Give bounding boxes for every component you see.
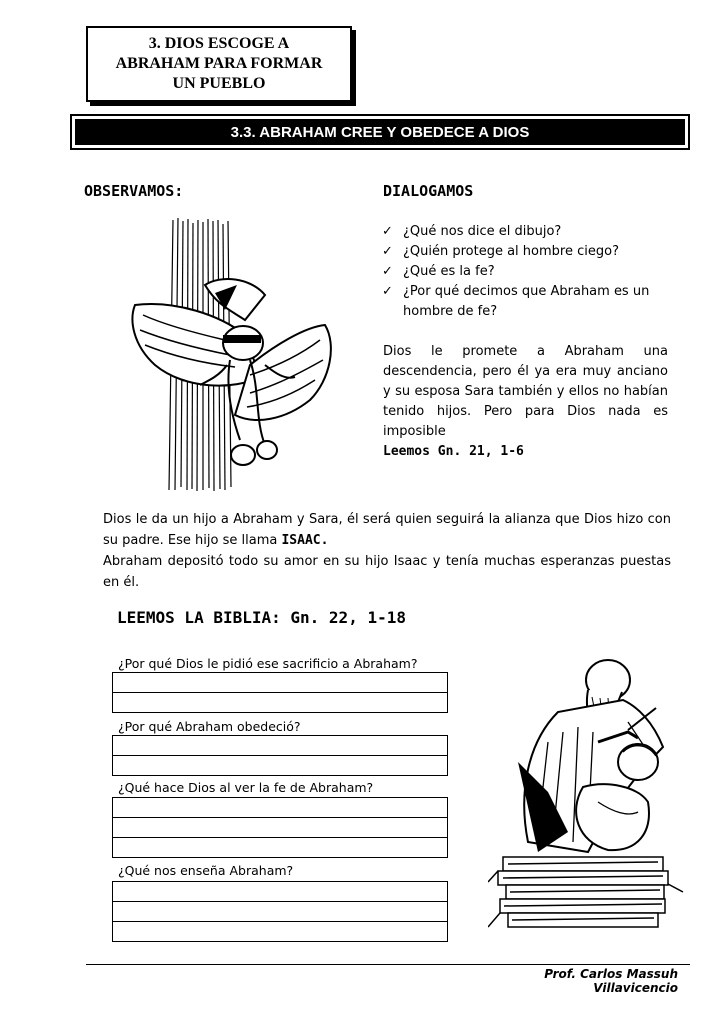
isaac-name: ISAAC. [281,533,329,548]
dialog-heading: DIALOGAMOS [383,182,474,200]
answer-line[interactable] [113,798,448,818]
answer-line[interactable] [113,882,448,902]
promise-text: Dios le promete a Abraham una descendencia, pero él ya era muy anciano y su esposa Sara también y ellos no habían tenido hijos. Pero para Dios nada es imposible [383,344,668,439]
dialog-question-list [380,222,670,322]
answer-line[interactable] [113,818,448,838]
answer-line[interactable] [113,673,448,693]
answer-lines-1 [112,672,448,713]
blindfold [223,335,261,343]
answer-line[interactable] [113,693,448,713]
bible-reading-heading: LEEMOS LA BIBLIA: Gn. 22, 1-18 [117,608,406,627]
isaac-paragraph: Dios le da un hijo a Abraham y Sara, él será quien seguirá la alianza que Dios hizo con su padre. Ese hijo se llama ISAAC. Abraham depositó todo su amor en su hijo Isaac y tenía muchas esperanzas puestas en él. [103,512,671,590]
checkmark-icon: ✓ [382,264,393,279]
answer-line[interactable] [113,838,448,858]
answer-line[interactable] [113,736,448,756]
wood-altar [488,857,683,927]
dialog-question: ✓ ¿Por qué decimos que Abraham es un hombre de fe? [382,284,650,319]
dialog-question: ✓ ¿Quién protege al hombre ciego? [380,242,670,262]
checkmark-icon: ✓ [382,224,393,239]
blind-man-protected-by-hands-illustration [125,215,340,495]
answer-line[interactable] [113,756,448,776]
observe-heading: OBSERVAMOS: [84,182,184,200]
worksheet-question-1: ¿Por qué Dios le pidió ese sacrificio a Abraham? [118,656,418,671]
answer-lines-2 [112,735,448,776]
checkmark-icon: ✓ [382,284,393,299]
footer-author: Prof. Carlos Massuh Villavicencio [544,967,678,995]
answer-lines-3 [112,797,448,858]
worksheet-question-4: ¿Qué nos enseña Abraham? [118,863,294,878]
lesson-banner [70,114,690,150]
checkmark-icon: ✓ [382,244,393,259]
unit-title-line-2: ABRAHAM PARA FORMAR [115,55,323,72]
worksheet-question-3: ¿Qué hace Dios al ver la fe de Abraham? [118,780,374,795]
unit-title-line-1: 3. DIOS ESCOGE A [148,35,290,52]
promise-paragraph [383,342,668,462]
lesson-title: 3.3. ABRAHAM CREE Y OBEDECE A DIOS [75,119,685,145]
abraham-and-isaac-illustration [488,652,688,947]
answer-line[interactable] [113,922,448,942]
promise-reference: Leemos Gn. 21, 1-6 [383,444,524,459]
unit-title-line-3: UN PUEBLO [172,75,266,92]
footer-divider [86,964,690,965]
isaac-head [618,744,658,780]
unit-title-box [86,26,352,102]
answer-lines-4 [112,881,448,942]
worksheet-question-2: ¿Por qué Abraham obedeció? [118,719,301,734]
answer-line[interactable] [113,902,448,922]
dialog-question: ✓ ¿Qué es la fe? [380,262,670,282]
dialog-question: ✓ ¿Qué nos dice el dibujo? [380,222,670,242]
